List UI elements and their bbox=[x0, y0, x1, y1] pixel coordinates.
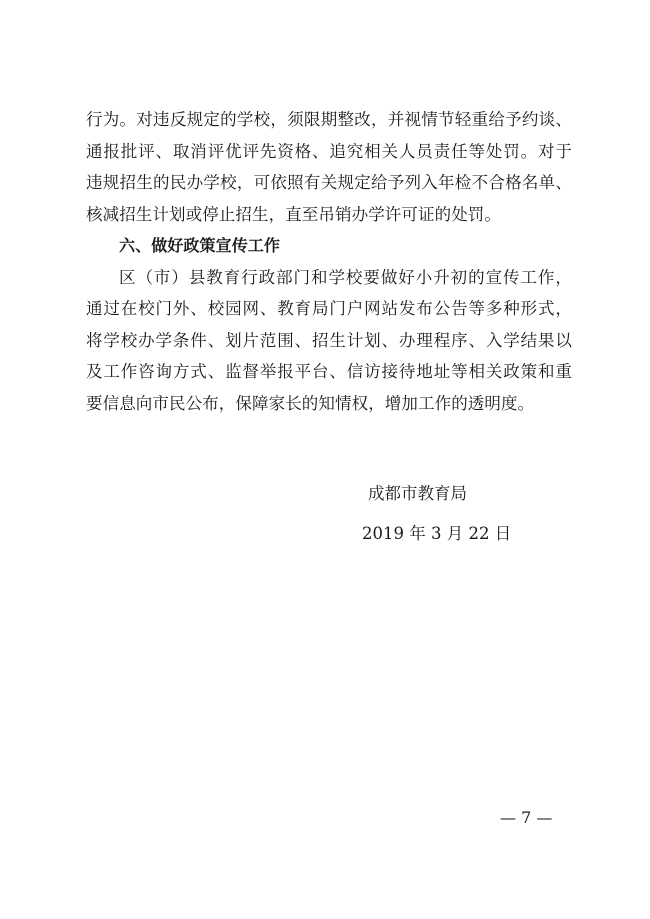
paragraph-line: 区（市）县教育行政部门和学校要做好小升初的宣传工作， bbox=[119, 267, 572, 287]
paragraph-line: 及工作咨询方式、监督举报平台、信访接待地址等相关政策和重 bbox=[86, 362, 572, 381]
paragraph-line: 通报批评、取消评优评先资格、追究相关人员责任等处罚。对于 bbox=[86, 141, 572, 161]
paragraph-line: 要信息向市民公布，保障家长的知情权，增加工作的透明度。 bbox=[86, 393, 535, 413]
paragraph-line: 违规招生的民办学校，可依照有关规定给予列入年检不合格名单、 bbox=[86, 173, 572, 192]
paragraph-line: 通过在校门外、校园网、教育局门户网站发布公告等多种形式， bbox=[86, 299, 572, 318]
document-body bbox=[86, 104, 572, 419]
signature-organization: 成都市教育局 bbox=[368, 484, 467, 503]
paragraph-line: 核减招生计划或停止招生，直至吊销办学许可证的处罚。 bbox=[86, 204, 501, 224]
paragraph-line: 将学校办学条件、划片范围、招生计划、办理程序、入学结果以 bbox=[86, 330, 572, 350]
paragraph-line: 行为。对违反规定的学校，须限期整改，并视情节轻重给予约谈、 bbox=[86, 110, 572, 129]
page-number: — 7 — bbox=[500, 808, 553, 827]
section-heading: 六、做好政策宣传工作 bbox=[119, 236, 281, 255]
signature-date: 2019 年 3 月 22 日 bbox=[362, 524, 512, 543]
